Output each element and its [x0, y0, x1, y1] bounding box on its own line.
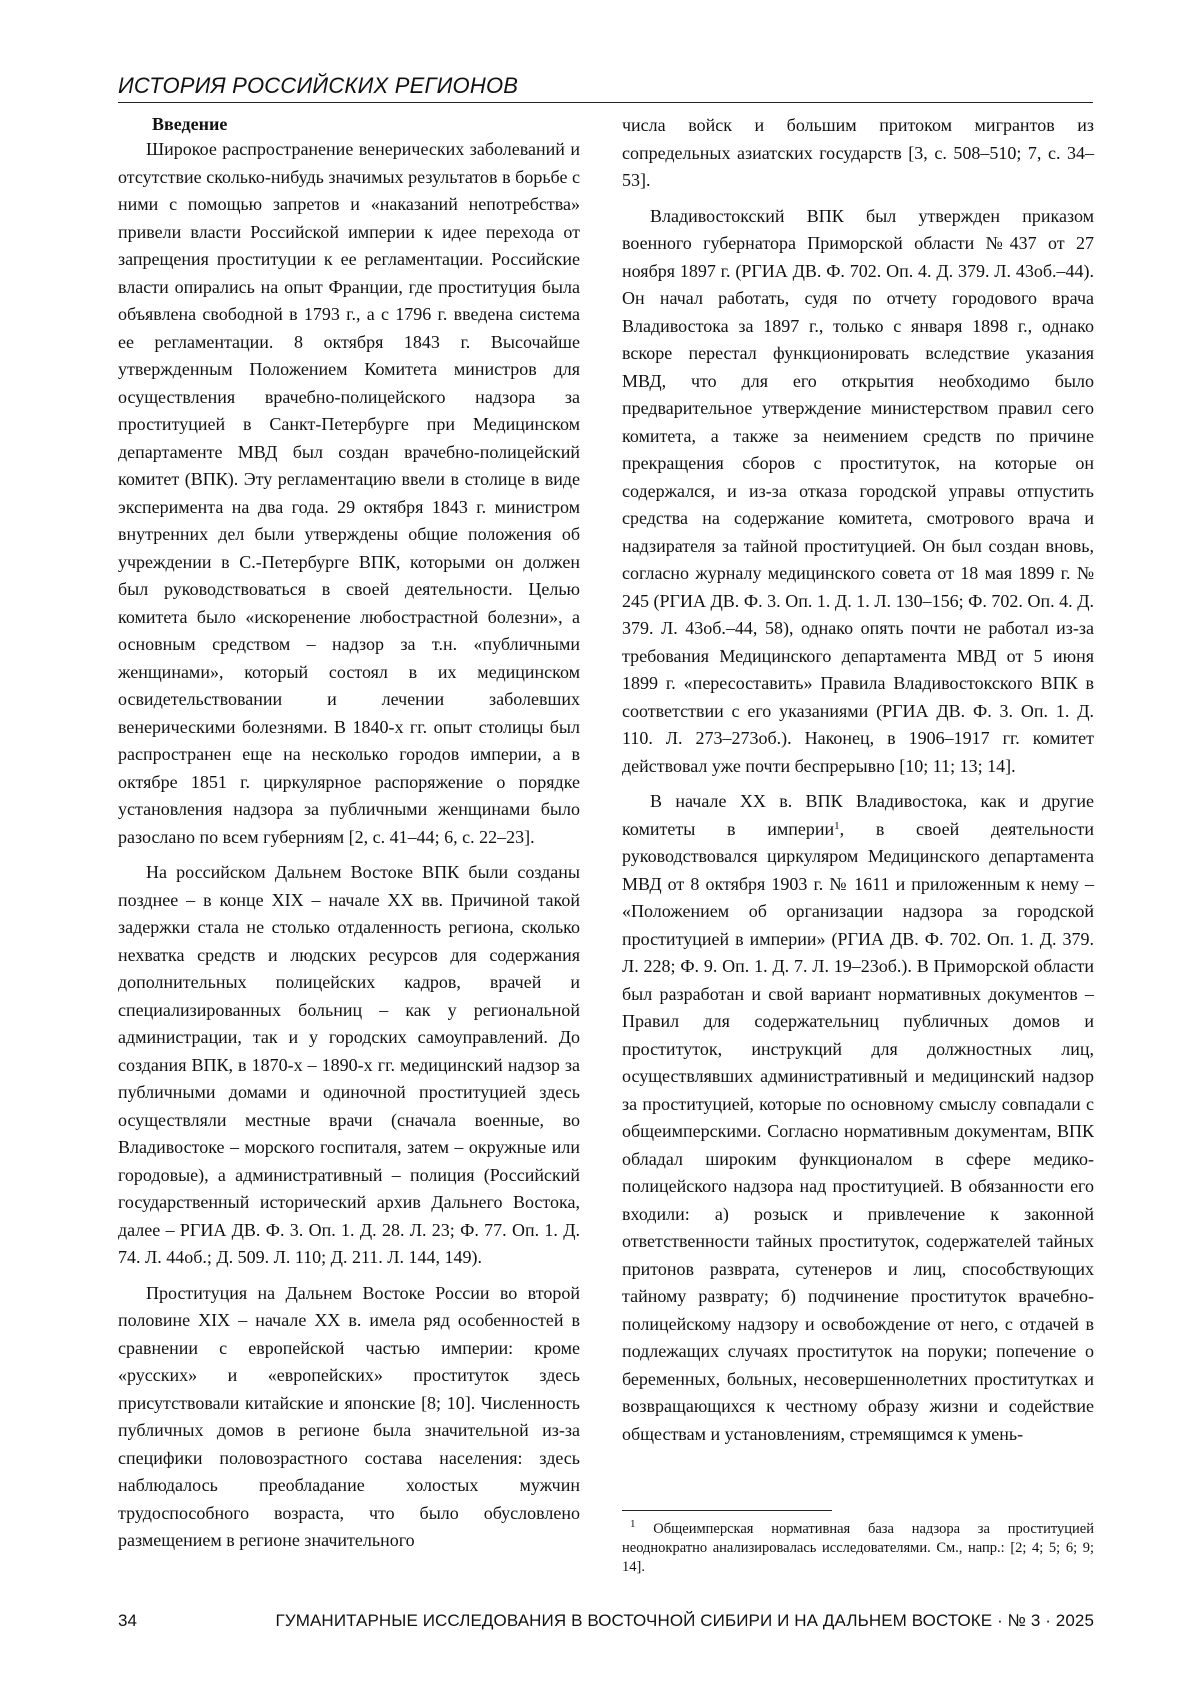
footnote-reference[interactable]: 1: [834, 819, 840, 832]
left-column: [118, 112, 580, 1555]
paragraph-continuation: числа войск и большим притоком мигрантов из сопредельных азиатских государств [3, с. 508–510; 7, с. 34–53].: [622, 115, 1094, 190]
journal-title-footer: ГУМАНИТАРНЫЕ ИССЛЕДОВАНИЯ В ВОСТОЧНОЙ СИБИРИ И НА ДАЛЬНЕМ ВОСТОКЕ · № 3 · 2025: [275, 1611, 1094, 1630]
paragraph: На российском Дальнем Востоке ВПК были созданы позднее – в конце XIX – начале XX вв. Причиной такой задержки стала не столько отдаленность региона, сколько нехватка средств и людских ресурсов для содержания дополнительных полицейских кадров, врачей и специализированных больниц – как у региональной администрации, так и у городских самоуправлений. До создания ВПК, в 1870-х – 1890-х гг. медицинский надзор за публичными домами и одиночной проституцией здесь осуществляли местные врачи (сначала военные, во Владивостоке – морского госпиталя, затем – окружные или городовые), а административный – полиция (Российский государственный исторический архив Дальнего Востока, далее – РГИА ДВ. Ф. 3. Оп. 1. Д. 28. Л. 23; Ф. 77. Оп. 1. Д. 74. Л. 44об.; Д. 509. Л. 110; Д. 211. Л. 144, 149).: [118, 862, 580, 1267]
footnote-text: Общеимперская нормативная база надзора за проституцией неоднократно анализировалась исследователями. См., напр.: [2; 4; 5; 6; 9; 14].: [622, 1521, 1094, 1575]
paragraph: Проституция на Дальнем Востоке России во второй половине XIX – начале XX в. имела ряд особенностей в сравнении с европейской частью империи: кроме «русских» и «европейских» проституток здесь присутствовали китайские и японские [8; 10]. Численность публичных домов в регионе была значительной из-за специфики половозрастного состава населения: здесь наблюдалось преобладание холостых мужчин трудоспособного возраста, что было обусловлено размещением в регионе значительного: [118, 1282, 580, 1550]
paragraph: Широкое распространение венерических заболеваний и отсутствие сколько-нибудь значимых результатов в борьбе с ними с помощью запретов и «наказаний непотребства» привели власти Российской империи к идее перехода от запрещения проституции к ее регламентации. Российские власти опирались на опыт Франции, где проституция была объявлена свободной в 1793 г., а с 1796 г. введена система ее регламентации. 8 октября 1843 г. Высочайше утвержденным Положением Комитета министров для осуществления врачебно-полицейского надзора за проституцией в Санкт-Петербурге при Медицинском департаменте МВД был создан врачебно-полицейский комитет (ВПК). Эту регламентацию ввели в столице в виде эксперимента на два года. 29 октября 1843 г. министром внутренних дел были утверждены общие положения об учреждении в С.-Петербурге ВПК, которыми он должен был руководствоваться в своей деятельности. Целью комитета было «искоренение любострастной болезни», а основным средством – надзор за т.н. «публичными женщинами», который состоял в их медицинском освидетельствовании и лечении заболевших венерическими болезнями. В 1840-х гг. опыт столицы был распространен еще на несколько городов империи, а в октябре 1851 г. циркулярное распоряжение о порядке установления надзора за публичными женщинами было разослано по всем губерниям [2, с. 41–44; 6, с. 22–23].: [118, 139, 580, 847]
introduction-heading: Введение: [152, 114, 228, 134]
section-title: ИСТОРИЯ РОССИЙСКИХ РЕГИОНОВ: [118, 73, 519, 98]
footnote-divider: [622, 1510, 832, 1511]
paragraph-text: В начале XX в. ВПК Владивостока, как и другие комитеты в империи: [622, 791, 1094, 839]
right-column: [622, 112, 1094, 1448]
running-header: [118, 70, 1093, 103]
paragraph-text: , в своей деятельности руководствовался циркуляром Медицинского департамента МВД от 8 октября 1903 г. № 1611 и приложенным к нему – «Положением об организации надзора за городской проституцией в империи» (РГИА ДВ. Ф. 702. Оп. 1. Д. 379. Л. 228; Ф. 9. Оп. 1. Д. 7. Л. 19–23об.). В Приморской области был разработан и свой вариант нормативных документов – Правил для содержательниц публичных домов и проституток, инструкций для должностных лиц, осуществлявших административный и медицинский надзор за проституцией, которые по основному смыслу совпадали с общеимперскими. Согласно нормативным документам, ВПК обладал широким функционалом в сфере медико-полицейского надзора над проституцией. В обязанности его входили: а) розыск и привлечение к законной ответственности тайных проституток, содержателей тайных притонов разврата, сутенеров и лиц, способствующих тайному разврату; б) подчинение проституток врачебно-полицейскому надзору и освобождение от него, с отдачей в подлежащих случаях проституток на поруки; попечение о беременных, больных, несовершеннолетних проститутках и возвращающихся к честному образу жизни и содействие обществам и установлениям, стремящимся к умень-: [622, 818, 1094, 1444]
footnote: [622, 1520, 1094, 1577]
paragraph: [622, 788, 1094, 1448]
page-number: 34: [118, 1611, 137, 1630]
paragraph: Владивостокский ВПК был утвержден приказом военного губернатора Приморской области №437 от 27 ноября 1897 г. (РГИА ДВ. Ф. 702. Оп. 4. Д. 379. Л. 43об.–44). Он начал работать, судя по отчету городового врача Владивостока за 1897 г., только с января 1898 г., однако вскоре перестал функционировать вследствие указания МВД, что для его открытия необходимо было предварительное утверждение министерством правил сего комитета, а также за неимением средств по причине прекращения сборов с проституток, на которые он содержался, и из-за отказа городской управы отпустить средства на содержание комитета, смотрового врача и надзирателя за тайной проституцией. Он был создан вновь, согласно журналу медицинского совета от 18 мая 1899 г. № 245 (РГИА ДВ. Ф. 3. Оп. 1. Д. 1. Л. 130–156; Ф. 702. Оп. 4. Д. 379. Л. 43об.–44, 58), однако опять почти не работал из-за требования Медицинского департамента МВД от 5 июня 1899 г. «пересоставить» Правила Владивостокского ВПК в соответствии с его указаниями (РГИА ДВ. Ф. 3. Оп. 1. Д. 110. Л. 273–273об.). Наконец, в 1906–1917 гг. комитет действовал уже почти беспрерывно [10; 11; 13; 14].: [622, 205, 1094, 776]
footnote-number: 1: [630, 1518, 636, 1530]
